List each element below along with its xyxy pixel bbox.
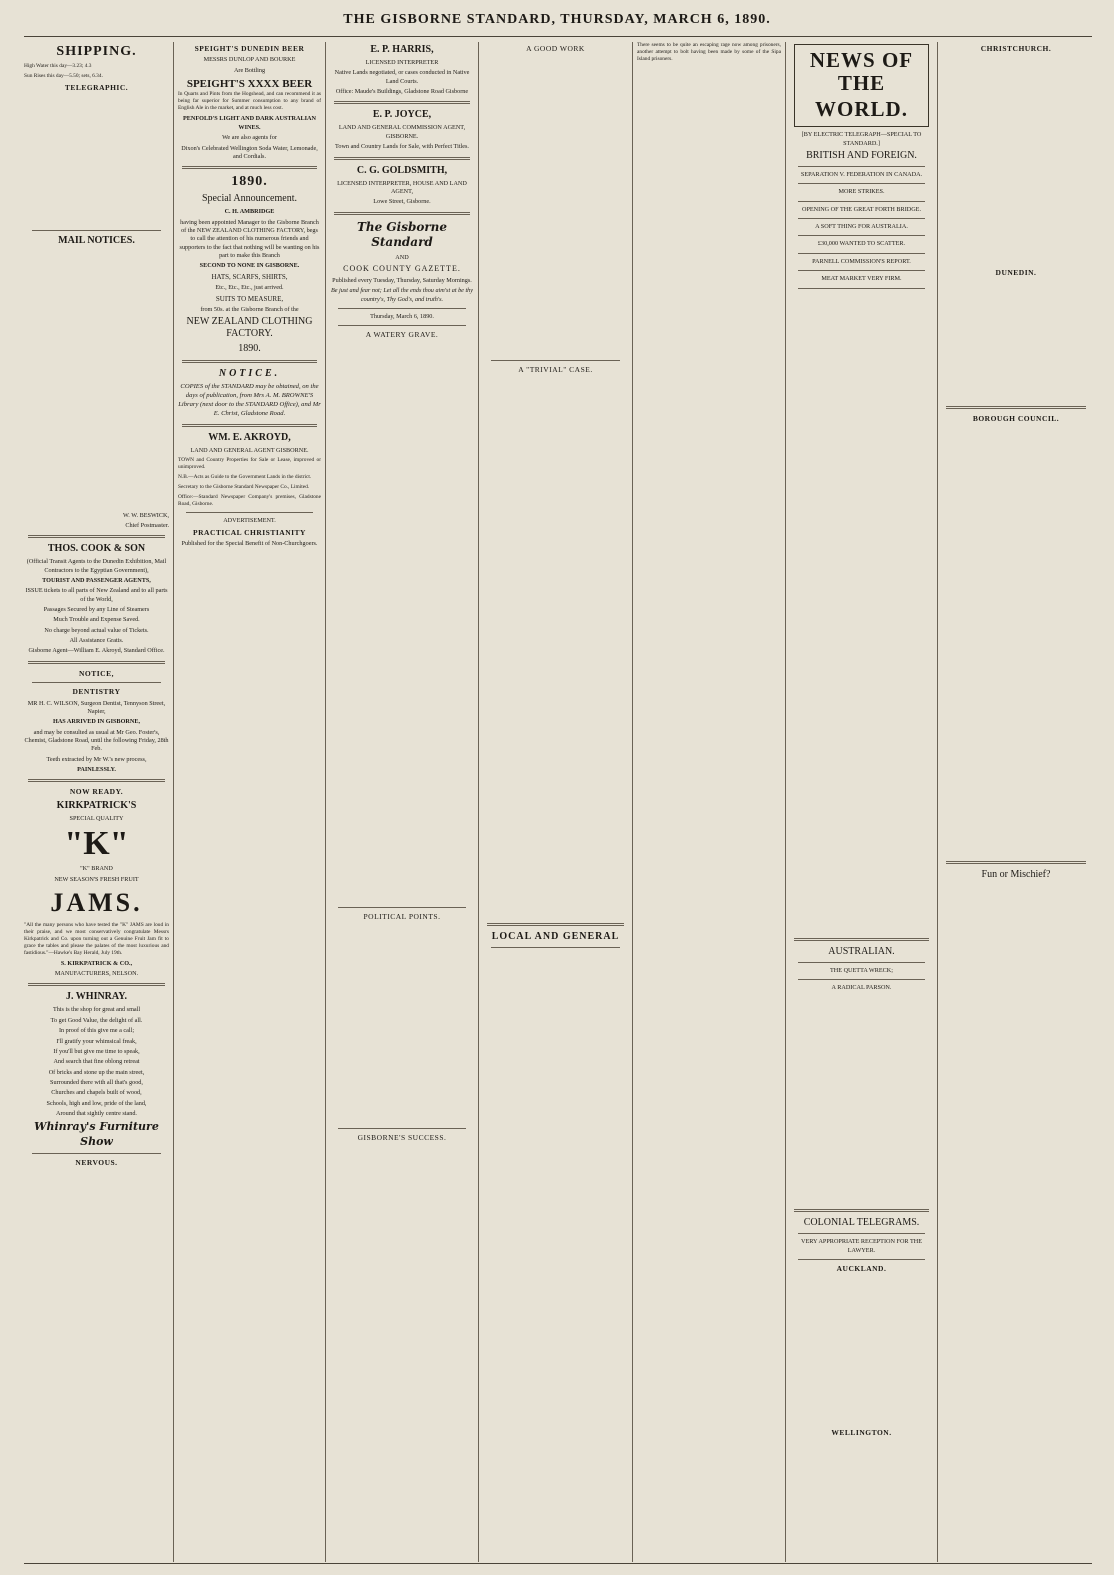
cook-heading: THOS. COOK & SON [47, 543, 146, 555]
news-title-line1: NEWS OF THE [809, 48, 914, 96]
dentistry-line: MR H. C. WILSON, Surgeon Dentist, Tennyson Street, Napier, [27, 699, 166, 715]
dentistry-line: Teeth extracted by Mr W.'s new process, [46, 755, 147, 763]
fire-heading: GISBORNE'S SUCCESS. [357, 1133, 447, 1143]
kirk-brand: "K" BRAND [80, 865, 113, 873]
second-to-none: SECOND TO NONE IN GISBORNE. [199, 262, 300, 270]
wellington-text [790, 1441, 933, 1521]
year-heading: 1890. [231, 174, 268, 190]
column-7 [942, 42, 1090, 1562]
ambridge-name: C. H. AMBRIDGE [224, 208, 275, 216]
news-subhead: OPENING OF THE GREAT FORTH BRIDGE. [801, 205, 922, 213]
news-subhead: A RADICAL PARSON. [831, 983, 892, 991]
nzcf-year: 1890. [238, 343, 261, 355]
notice2-heading: NOTICE. [218, 368, 281, 380]
masthead: THE GISBORNE STANDARD, THURSDAY, MARCH 6, 1890. [343, 12, 771, 27]
kirk-maker: S. KIRKPATRICK & CO., [60, 959, 133, 967]
whinray-line: Of bricks and stone up the main street, [48, 1068, 145, 1076]
column-divider [173, 42, 174, 1562]
dunedin-text [942, 281, 1090, 401]
paper-title: The Gisborne Standard [356, 219, 448, 250]
speight-heading: SPEIGHT'S DUNEDIN BEER [194, 44, 305, 53]
news-subhead: PARNELL COMMISSION'S REPORT. [812, 257, 911, 265]
cook-line: Gisborne Agent—William E. Akroyd, Standard Office. [28, 647, 165, 655]
penfold-heading: PENFOLD'S LIGHT AND DARK AUSTRALIAN WINES. [183, 115, 316, 131]
news-of-world-box [794, 44, 929, 127]
harris-heading: E. P. HARRIS, [370, 44, 434, 55]
local-general-heading: LOCAL AND GENERAL [491, 930, 620, 942]
paper-date: Thursday, March 6, 1890. [370, 313, 434, 321]
column-divider [632, 42, 633, 1562]
british-foreign-heading: BRITISH AND FOREIGN. [806, 150, 917, 161]
cook-subtitle: (Official Transit Agents to the Dunedin Exhibition, Mail Contractors to the Egyptian Government), [26, 558, 167, 574]
good-work-text [483, 56, 628, 356]
advert-label: ADVERTISEMENT. [223, 517, 276, 525]
news-subhead: VERY APPROPRIATE RECEPTION FOR THE LAWYER. [800, 1238, 922, 1254]
whinray-line: I'll gratify your whimsical freak, [56, 1037, 137, 1045]
akroyd-text: TOWN and Country Properties for Sale or Lease, improved or unimproved. [178, 457, 321, 471]
speight-sub2: Are Bottling [233, 66, 266, 74]
news-byline: [BY ELECTRIC TELEGRAPH—SPECIAL TO STANDARD.] [801, 131, 922, 147]
column-4 [483, 42, 628, 1562]
telegraphic-heading: TELEGRAPHIC. [64, 83, 129, 93]
high-water: High Water this day—3.23; 4.3 [24, 63, 92, 70]
news-subhead: THE QUETTA WRECK; [830, 966, 893, 974]
whinray-line: And search that fine oblong retreat [53, 1058, 140, 1066]
column-2 [178, 42, 321, 1562]
sun-rises: Sun Rises this day—5.50; sets, 6.34. [24, 73, 103, 80]
dentistry-heading: DENTISTRY [72, 687, 121, 697]
column-3 [330, 42, 474, 1562]
now-ready: NOW READY. [69, 787, 124, 797]
british-foreign-text [790, 293, 933, 933]
dentistry-line: PAINLESSLY. [77, 766, 116, 774]
cook-line: All Assistance Gratis. [69, 637, 124, 645]
column-divider [325, 42, 326, 1562]
auckland-text [790, 1276, 933, 1426]
borough-council-heading: BOROUGH COUNCIL. [972, 413, 1060, 423]
cook-line: Much Trouble and Expense Saved. [53, 616, 140, 624]
mail-signoff: W. W. BESWICK, [122, 511, 169, 519]
fun-mischief-heading: Fun or Mischief? [981, 869, 1051, 881]
akroyd-sub: LAND AND GENERAL AGENT GISBORNE. [190, 447, 309, 454]
column-divider [785, 42, 786, 1562]
akroyd-text4: Office:—Standard Newspaper Company's premises, Gladstone Road, Gisborne. [178, 494, 321, 508]
whinray-line: Surrounded there with all that's good, [50, 1079, 143, 1086]
cook-line: ISSUE tickets to all parts of New Zealand and to all parts of the World, [25, 587, 168, 603]
political-text [330, 924, 474, 1124]
dentistry-line: HAS ARRIVED IN GISBORNE, [53, 718, 140, 726]
australian-text [790, 994, 933, 1204]
news-subhead: £30,000 WANTED TO SCATTER. [817, 240, 906, 248]
goldsmith-addr: Lowe Street, Gisborne. [373, 198, 431, 206]
whinray-line: This is the shop for great and small [52, 1006, 141, 1014]
australian-heading: AUSTRALIAN. [828, 945, 895, 957]
auckland-heading: AUCKLAND. [836, 1263, 887, 1273]
shipping-heading: SHIPPING. [56, 44, 137, 59]
joyce-heading: E. P. JOYCE, [372, 109, 432, 121]
local-general-text [483, 952, 628, 1552]
speight-text: In Quarts and Pints from the Hogshead, and can recommend it as being far superior for Summer consumption to any brand of English Ale in the market, and at much less cost. [178, 91, 321, 112]
practical-sub: Published for the Special Benefit of Non-Churchgoers. [181, 540, 318, 548]
shipping-text [24, 96, 169, 226]
political-heading: POLITICAL POINTS. [363, 911, 441, 921]
goldsmith-sub: LICENSED INTERPRETER, HOUSE AND LAND AGENT, [337, 179, 467, 195]
notice-heading: NOTICE, [79, 668, 114, 678]
column-1 [24, 42, 169, 1562]
colonial-heading: COLONIAL TELEGRAMS. [803, 1217, 920, 1229]
paper-motto: Be just and fear not; Let all the ends thou aim'st at be thy country's, Thy God's, and truth's. [330, 287, 474, 303]
fun-mischief-text [942, 884, 1090, 1524]
fire-text [330, 1146, 474, 1386]
column-5-text [637, 66, 781, 1546]
masthead-rule [24, 36, 1092, 37]
borough-council-text [942, 426, 1090, 856]
whinray-heading: J. WHINRAY. [65, 991, 128, 1003]
practical-heading: PRACTICAL CHRISTIANITY [193, 527, 306, 537]
nervous-heading: NERVOUS. [75, 1158, 118, 1168]
joyce-text: Town and Country Lands for Sale, with Perfect Titles. [335, 143, 469, 151]
kirk-special: SPECIAL QUALITY [69, 814, 124, 822]
good-work-heading: A GOOD WORK [526, 44, 585, 53]
cook-line: No charge beyond actual value of Tickets. [44, 626, 149, 634]
footer-rule [24, 1563, 1092, 1564]
mail-notices-heading: MAIL NOTICES. [58, 234, 135, 246]
practical-text [178, 551, 321, 1271]
whinray-line: Around that sightly centre stand. [56, 1110, 137, 1118]
mail-text [24, 250, 169, 510]
whinray-line: Schools, high and low, pride of the land, [46, 1099, 147, 1107]
kirk-quote: "All the many persons who have tested the "K" JAMS are loud in their praise, and we most conservatively congratulate Messrs Kirkpatrick and Co. upon turning out a Genuine Fruit Jam fit to grace the tables and please the palates of the most luxurious and fastidious."—Hawke's Bay Herald, July 19th. [24, 921, 169, 956]
harris-sub: LICENSED INTERPRETER [365, 59, 439, 66]
paper-and: AND [395, 253, 409, 261]
akroyd-text2: N.B.—Acts as Guide to the Government Lands in the district. [178, 474, 312, 481]
news-title-line2: WORLD. [815, 97, 908, 122]
etc-line: Etc., Etc., Etc., just arrived. [215, 284, 284, 292]
penfold-text: We are also agents for [222, 134, 277, 142]
watery-grave-heading: A WATERY GRAVE. [365, 330, 439, 340]
dunedin-heading: DUNEDIN. [995, 268, 1037, 278]
akroyd-text3: Secretary to the Gisborne Standard Newspaper Co., Limited. [178, 484, 310, 491]
paper-pub: Published every Tuesday, Thursday, Saturday Mornings. [332, 276, 472, 284]
nzcf-heading: NEW ZEALAND CLOTHING FACTORY. [186, 316, 313, 340]
penfold-text2: Dixon's Celebrated Wellington Soda Water, Lemonade, and Cordials. [181, 144, 318, 160]
ambridge-text: having been appointed Manager to the Gisborne Branch of the NEW ZEALAND CLOTHING FACTORY, begs to call the attention of his numerous friends and supporters to the fact that nothing will be wanting on his part to make this Branch [179, 218, 320, 260]
whinray-line: To get Good Value, the delight of all. [50, 1016, 143, 1024]
christchurch-text [942, 56, 1090, 266]
news-subhead: MORE STRIKES. [838, 188, 885, 196]
cook-line: Passages Secured by any Line of Steamers [43, 606, 150, 614]
wellington-heading: WELLINGTON. [831, 1428, 892, 1438]
trivial-case-heading: A "TRIVIAL" CASE. [518, 365, 593, 375]
suits-line: SUITS TO MEASURE, [215, 294, 284, 303]
harris-office: Office: Maude's Buildings, Gladstone Road Gisborne [335, 88, 469, 96]
special-announcement: Special Announcement. [202, 193, 297, 205]
column-6 [790, 42, 933, 1562]
hats-line: HATS, SCARFS, SHIRTS, [211, 272, 288, 281]
whinray-line: Churches and chapels built of wood, [51, 1089, 142, 1097]
harris-text: Native Lands negotiated, or cases conducted in Native Land Courts. [334, 69, 470, 85]
whinray-line: In proof of this give me a call; [58, 1027, 135, 1035]
paper-sub: COOK COUNTY GAZETTE. [343, 264, 461, 274]
cook-line: TOURIST AND PASSENGER AGENTS, [42, 576, 151, 584]
whinray-footer: Whinray's Furniture Show [34, 1120, 159, 1148]
kirkpatrick-heading: KIRKPATRICK'S [56, 799, 137, 811]
trivial-case-text [483, 378, 628, 918]
suits-line2: from 50s. at the Gisborne Branch of the [200, 306, 299, 314]
column-divider [478, 42, 479, 1562]
column-divider [937, 42, 938, 1562]
news-subhead: SEPARATION V. FEDERATION IN CANADA. [800, 171, 923, 178]
kirk-jams: JAMS. [50, 887, 143, 917]
notice2-text: COPIES of the STANDARD may be obtained, on the days of publication, from Mrs A. M. BROWNE'S Library (next door to the STANDARD Office), and Mr E. Christ, Gladstone Road. [178, 383, 321, 418]
goldsmith-heading: C. G. GOLDSMITH, [356, 164, 448, 176]
watery-grave-text [330, 343, 474, 903]
speight-big: SPEIGHT'S XXXX BEER [186, 78, 313, 91]
mail-signoff-title: Chief Postmaster. [125, 521, 169, 529]
dentistry-line: and may be consulted as usual at Mr Geo. Foster's, Chemist, Gladstone Road, until the following Friday, 28th Feb. [24, 728, 169, 753]
kirk-maker2: MANUFACTURERS, NELSON. [54, 970, 139, 978]
speight-sub: MESSRS DUNLOP AND BOURKE [203, 56, 296, 64]
joyce-sub: LAND AND GENERAL COMMISSION AGENT, GISBORNE. [338, 124, 466, 140]
news-subhead: MEAT MARKET VERY FIRM. [821, 275, 902, 283]
news-subhead: A SOFT THING FOR AUSTRALIA. [815, 223, 908, 231]
kirk-season: NEW SEASON'S FRESH FRUIT [54, 875, 139, 883]
akroyd-heading: WM. E. AKROYD, [208, 432, 291, 443]
column-5-intro: There seems to be quite an escaping rage now among prisoners, another attempt to bolt having been made by some of the Sipa Island prisoners. [637, 42, 781, 63]
column-5 [637, 42, 781, 1562]
nervous-text [24, 1170, 169, 1210]
christchurch-heading: CHRISTCHURCH. [980, 44, 1052, 53]
whinray-line: If you'll but give me time to speak, [53, 1047, 140, 1055]
kirk-k: "K" [64, 825, 129, 863]
